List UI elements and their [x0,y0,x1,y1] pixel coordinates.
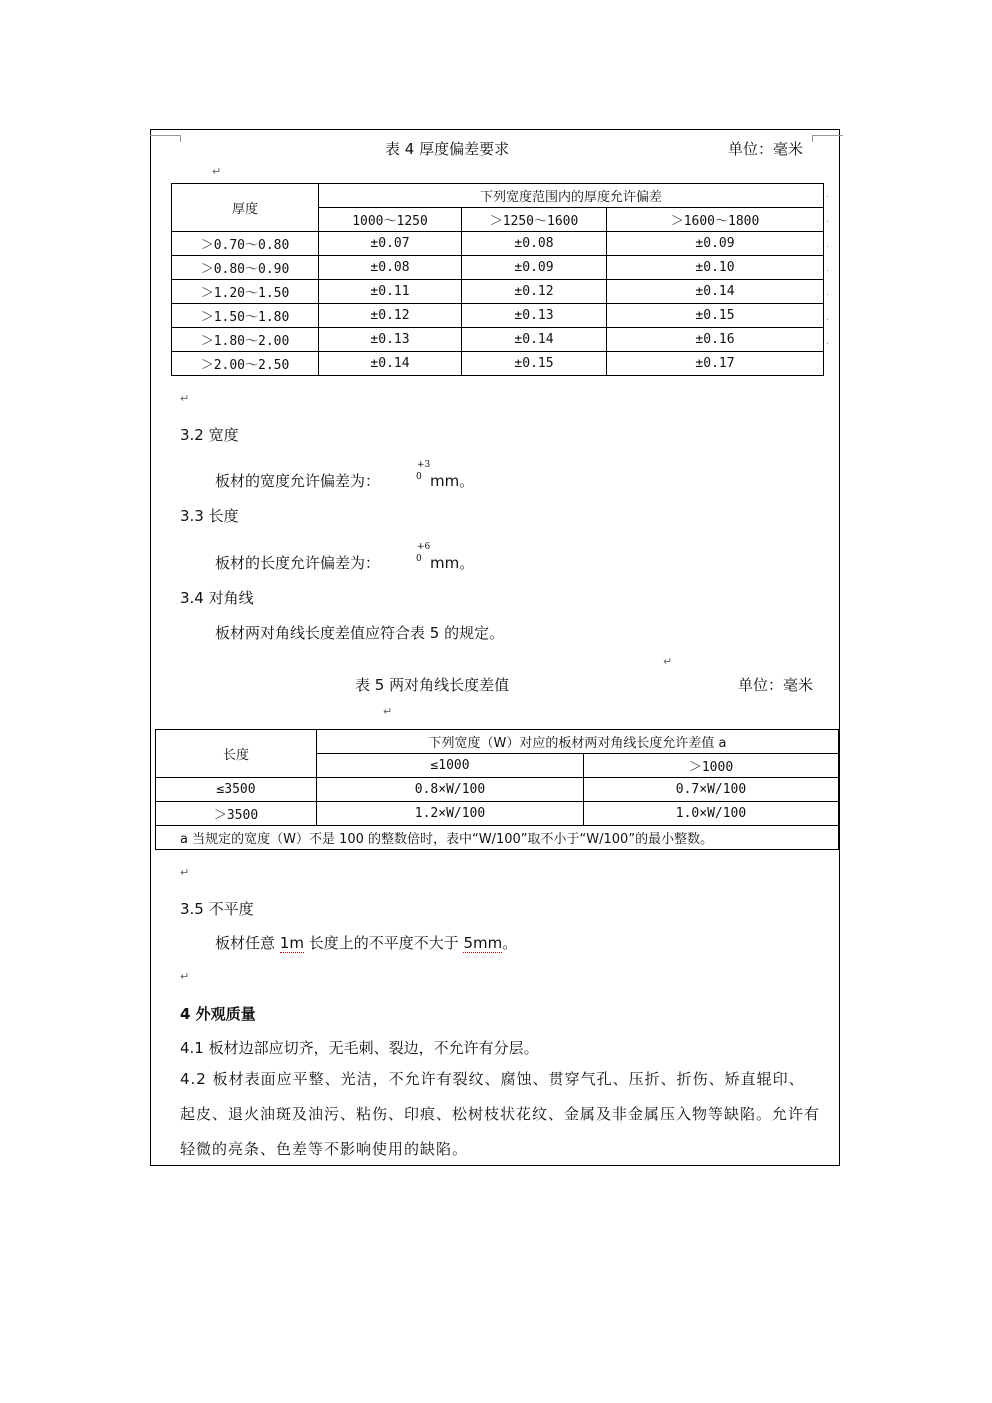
cell-range: ＞3500 [156,802,317,826]
section-3-5-text [215,932,517,953]
cell-value: ±0.12 [319,304,462,328]
table-row [172,280,824,304]
header-width-group: 下列宽度（W）对应的板材两对角线长度允许差值 a [317,730,839,754]
crop-mark-right [812,135,843,142]
section-3-4-title: 3.4 对角线 [180,589,254,607]
cell-value: ±0.15 [462,352,607,376]
section-3-3-text [215,552,380,573]
cell-value: ±0.08 [462,232,607,256]
cell-value: 1.2×W/100 [317,802,584,826]
header-thickness: 厚度 [172,184,319,232]
cell-value: 0.8×W/100 [317,778,584,802]
paragraph-mark: ↵ [383,705,393,718]
table5-unit: 单位：毫米 [738,676,814,694]
table-row [156,802,839,826]
cell-value: ±0.09 [607,232,824,256]
header-width-range: 1000～1250 [319,208,462,232]
header-width-range: ≤1000 [317,754,584,778]
table-row [172,232,824,256]
cell-value: ±0.09 [462,256,607,280]
section-4-2-text: 4.2 板材表面应平整、光洁，不允许有裂纹、腐蚀、贯穿气孔、压折、折伤、矫直辊印、起皮、退火油斑及油污、粘伤、印痕、松树枝状花纹、金属及非金属压入物等缺陷。允许有轻微的亮条、色差等不影响使用的缺陷。 [180,1070,821,1158]
table-footnote: a 当规定的宽度（W）不是 100 的整数倍时，表中“W/100”取不小于“W/100”的最小整数。 [156,826,839,850]
length-tolerance-upper: +6 [417,542,431,552]
section-3-3-title: 3.3 长度 [180,507,239,525]
section-3-4-text: 板材两对角线长度差值应符合表 5 的规定。 [215,624,505,642]
cell-value: ±0.11 [319,280,462,304]
header-length: 长度 [156,730,317,778]
table4-unit: 单位：毫米 [728,140,804,158]
header-width-range: ＞1600～1800 [607,208,824,232]
crop-mark-left [150,135,181,142]
header-width-range: ＞1000 [584,754,839,778]
length-tolerance-lower: 0 [416,554,422,564]
cell-value: ±0.14 [319,352,462,376]
flatness-text: 。 [502,934,518,952]
paragraph-mark: ↵ [180,392,190,405]
cell-range: ＞0.80～0.90 [172,256,319,280]
width-tolerance-unit: mm。 [430,472,475,490]
cell-value: ±0.14 [462,328,607,352]
table5-caption: 表 5 两对角线长度差值 [355,676,510,694]
diagonal-difference-table [155,729,839,850]
cell-value: 0.7×W/100 [584,778,839,802]
cell-value: ±0.17 [607,352,824,376]
width-tolerance-upper: +3 [417,460,431,470]
paragraph-mark: ↵ [180,866,190,879]
width-tolerance-text: 板材的宽度允许偏差为： [215,472,381,490]
table4-caption: 表 4 厚度偏差要求 [385,140,510,158]
table-row [172,328,824,352]
table-row [172,352,824,376]
paragraph-mark: ↵ [212,165,222,178]
cell-value: ±0.14 [607,280,824,304]
cell-value: ±0.16 [607,328,824,352]
section-3-5-title: 3.5 不平度 [180,900,254,918]
table-row [172,256,824,280]
cell-value: ±0.08 [319,256,462,280]
cell-value: ±0.13 [319,328,462,352]
cell-range: ≤3500 [156,778,317,802]
length-tolerance-text: 板材的长度允许偏差为： [215,554,381,572]
table-row [172,304,824,328]
section-4-title: 4 外观质量 [180,1005,256,1023]
thickness-tolerance-table [171,183,824,376]
cell-value: ±0.10 [607,256,824,280]
section-3-2-text [215,470,380,491]
cell-value: ±0.13 [462,304,607,328]
cell-range: ＞0.70～0.80 [172,232,319,256]
paragraph-mark: ↵ [663,655,673,668]
table-row [156,778,839,802]
flatness-text: 长度上的不平度不大于 [303,934,464,952]
section-3-2-title: 3.2 宽度 [180,426,239,444]
paragraph-mark: ↵ [180,970,190,983]
header-width-range: ＞1250～1600 [462,208,607,232]
cell-range: ＞1.80～2.00 [172,328,319,352]
cell-value: ±0.07 [319,232,462,256]
section-4-1-text: 4.1 板材边部应切齐，无毛刺、裂边，不允许有分层。 [180,1039,539,1057]
cell-value: ±0.15 [607,304,824,328]
cell-value: ±0.12 [462,280,607,304]
flatness-length: 1m [279,934,304,952]
cell-range: ＞1.50～1.80 [172,304,319,328]
flatness-limit: 5mm [463,934,503,952]
flatness-text: 板材任意 [215,934,280,952]
width-tolerance-lower: 0 [416,472,422,482]
cell-value: 1.0×W/100 [584,802,839,826]
length-tolerance-unit: mm。 [430,554,475,572]
header-width-group: 下列宽度范围内的厚度允许偏差 [319,184,824,208]
cell-range: ＞1.20～1.50 [172,280,319,304]
cell-range: ＞2.00～2.50 [172,352,319,376]
